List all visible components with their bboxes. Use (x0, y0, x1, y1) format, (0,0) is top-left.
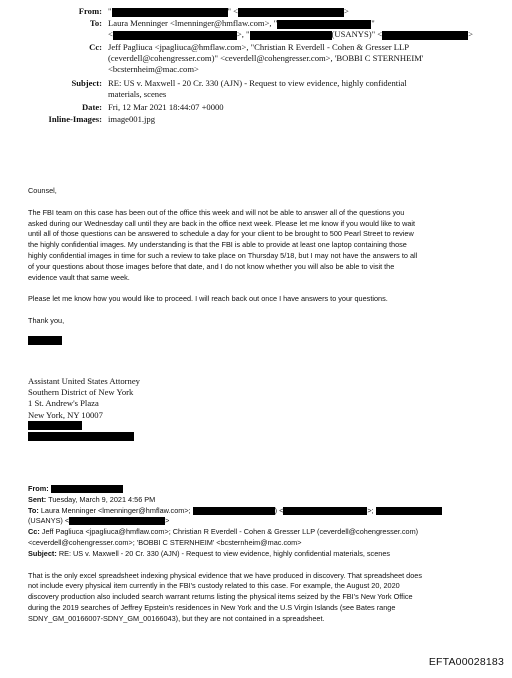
body-line: evidence vault that same week. (28, 272, 130, 282)
redaction-block (193, 507, 275, 515)
closing: Thank you, (28, 316, 65, 326)
signature-contact-redaction (28, 432, 134, 441)
body-paragraph-1 (28, 208, 508, 284)
signature-line: 1 St. Andrew's Plaza (28, 398, 99, 409)
inline-images-value: image001.jpg (108, 114, 156, 124)
redaction-block (69, 517, 165, 525)
body-line: discovery production also included search warrant returns listing the physical items seized by the FBI's New York Office (28, 592, 413, 602)
quoted-paragraph (28, 571, 508, 625)
salutation: Counsel, (28, 186, 57, 195)
body-line: highly confidential images in time for such a review to take place on Thursday 5/18, but I may not have the answers to all (28, 250, 418, 260)
cc-label: Cc: (89, 42, 102, 52)
redaction-block (283, 507, 367, 515)
from-label: From: (78, 6, 102, 16)
quoted-message (28, 484, 508, 625)
signature-name-redaction (28, 336, 62, 345)
to-value: Laura Menninger <lmenninger@hmflaw.com>, " " < >, " (USANYS)" < > (108, 18, 473, 40)
date-value: Fri, 12 Mar 2021 18:44:07 +0000 (108, 102, 224, 112)
quoted-from-row: From: (28, 484, 508, 495)
signature-line: New York, NY 10007 (28, 409, 103, 420)
quoted-to-row: To: Laura Menninger <lmenninger@hmflaw.com>; ) < >; (28, 506, 508, 517)
to-label: To: (89, 18, 102, 28)
subject-label: Subject: (71, 78, 102, 88)
body-line: asked during our Wednesday call until they are back in the office next week. Please let me know if you would like to wait (28, 218, 416, 228)
quoted-to-row-2: (USANYS) < > (28, 516, 170, 526)
redaction-block (238, 8, 344, 17)
body-line: of your questions about those images before that date, and I do not know whether you will also be able to visit the (28, 261, 395, 271)
redaction-block (277, 20, 371, 29)
redaction-block (382, 31, 468, 40)
redaction-block (112, 8, 228, 17)
quoted-sent-row: Sent: Tuesday, March 9, 2021 4:56 PM (28, 494, 156, 504)
date-label: Date: (81, 102, 102, 112)
body-line: the highly confidential images. My understanding is that the FBI is able to provide at least one laptop containing those (28, 240, 407, 250)
redaction-block (51, 485, 123, 493)
redaction-block (113, 31, 237, 40)
message-body (28, 186, 508, 327)
subject-value: RE: US v. Maxwell - 20 Cr. 330 (AJN) - Request to view evidence, highly confidential materials, scenes (108, 78, 407, 100)
quoted-cc-row: Cc: Jeff Pagliuca <jpagliuca@hmflaw.com>; Christian R Everdell - Cohen & Gresser LLP (ceverdell@cohengresser.com) (28, 527, 419, 537)
signature-line: Southern District of New York (28, 387, 134, 398)
redaction-block (250, 31, 332, 40)
body-paragraph-2: Please let me know how you would like to proceed. I will reach back out once I have answers to your questions. (28, 294, 388, 304)
body-line: until all of those questions can be answered to schedule a day for your client to be brought to 500 Pearl Street to review (28, 229, 414, 239)
body-line: during the 2019 searches of Jeffrey Epstein's residences in New York and the U.S Virgin Islands (see Bates range (28, 602, 396, 612)
cc-value: Jeff Pagliuca <jpagliuca@hmflaw.com>, "Christian R Everdell - Cohen & Gresser LLP (ceverdell@cohengresser.com)" <ceverdell@cohengresser.com>, 'BOBBI C STERNHEIM' <bcsternheim@mac.com> (108, 42, 424, 75)
quoted-subject-row: Subject: RE: US v. Maxwell - 20 Cr. 330 (AJN) - Request to view evidence, highly confidential materials, scenes (28, 548, 391, 558)
signature-line: Assistant United States Attorney (28, 376, 140, 386)
signature-contact-redaction (28, 421, 82, 430)
from-value: " " < > (108, 6, 349, 16)
body-line: not include every physical item currently in the FBI's custody related to this case. For example, the August 20, 2020 (28, 581, 400, 591)
inline-images-label: Inline-Images: (48, 114, 102, 124)
redaction-block (376, 507, 442, 515)
signature-block (28, 376, 140, 421)
quoted-cc-row-2: <ceverdell@cohengresser.com>; 'BOBBI C STERNHEIM' <bcsternheim@mac.com> (28, 537, 302, 547)
body-line: SDNY_GM_00166007-SDNY_GM_00166043), but they are not contained in a spreadsheet. (28, 613, 325, 623)
body-line: The FBI team on this case has been out of the office this week and will not be able to answer all of the questions you (28, 207, 405, 217)
document-id: EFTA00028183 (428, 656, 504, 668)
body-line: That is the only excel spreadsheet indexing physical evidence that we have produced in discovery. That spreadsheet does (28, 570, 422, 580)
